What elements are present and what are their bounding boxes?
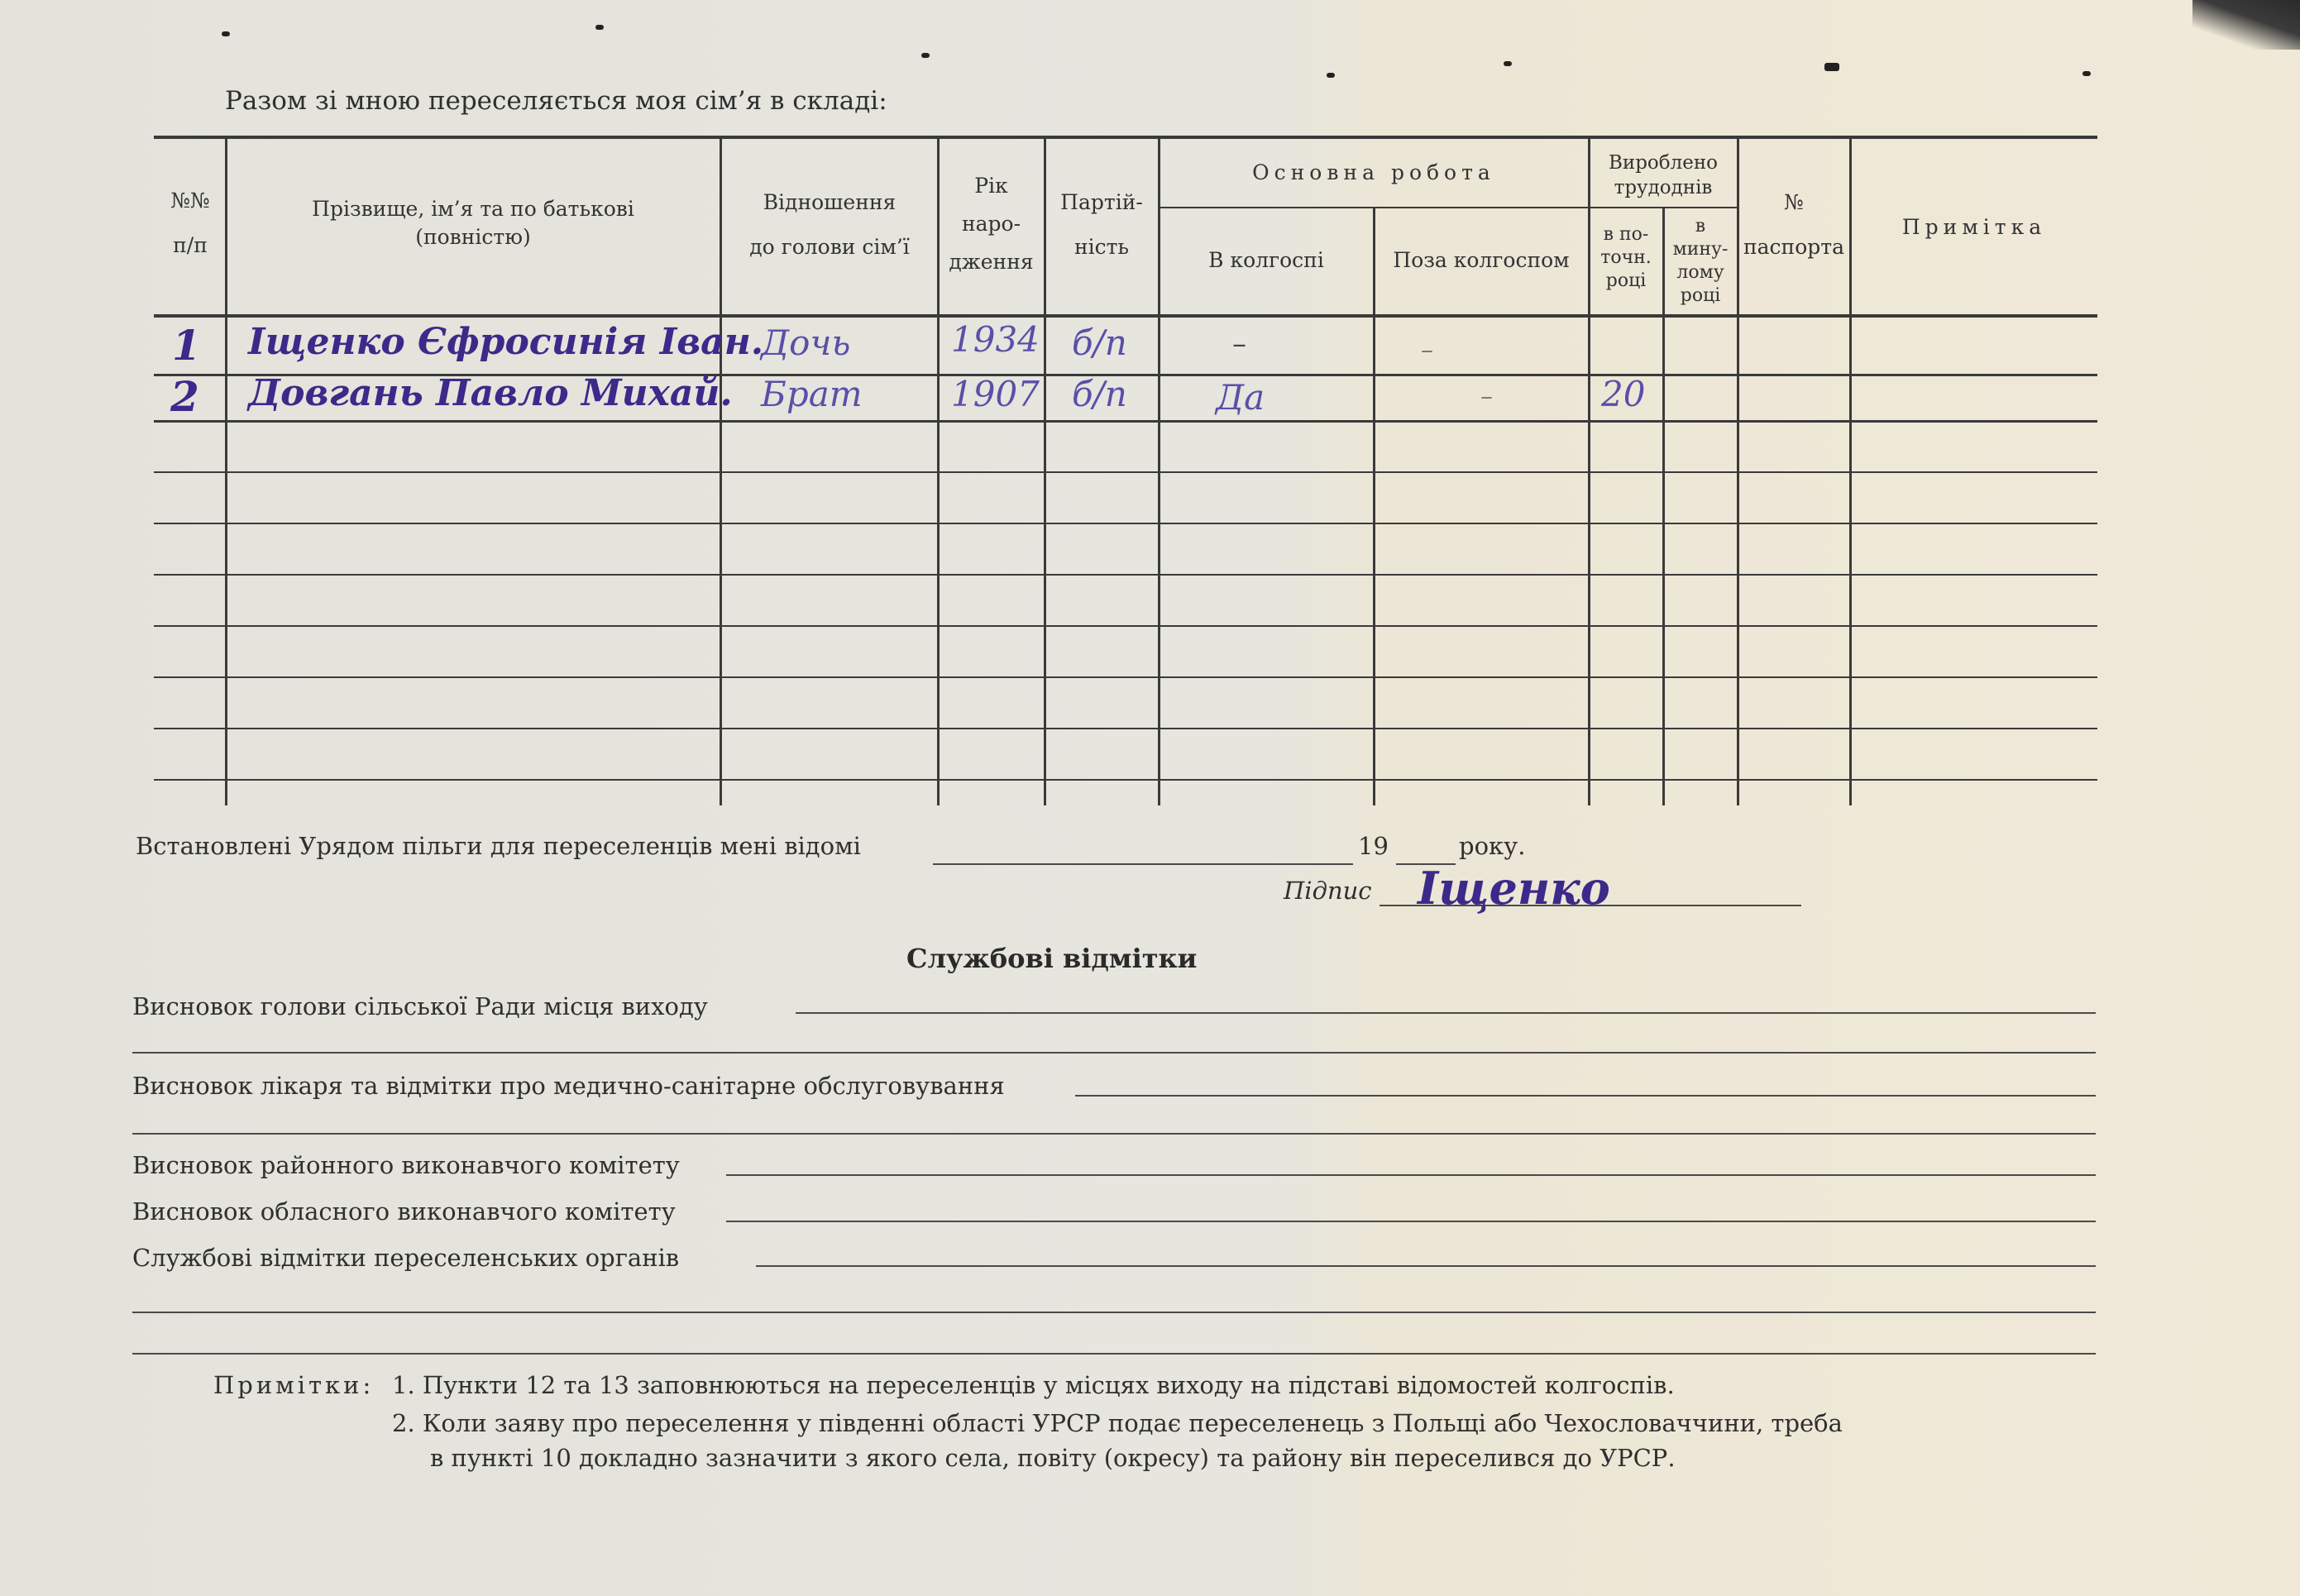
header-outside-kolhosp: Поза колгоспом [1393,248,1570,272]
row2-year: 1907 [951,374,1040,414]
header-party: Партій- ність [1060,190,1143,259]
header-birth-year: Рік наро- дження [949,174,1034,274]
benefits-text: Встановлені Урядом пільги для переселенців мені відомі [136,832,861,860]
header-current-year: в по- точн. році [1600,224,1652,291]
service-title: Службові відмітки [906,943,1198,974]
row2-party: б/п [1072,374,1127,414]
benefits-year-suffix: року. [1459,832,1526,860]
row1-in-kolhosp: – [1232,327,1246,361]
punch-mark [222,31,230,36]
note-item-3: в пункті 10 докладно зазначити з якого села, повіту (окресу) та району він переселився до УРСР. [430,1444,1676,1472]
service-field-district-committee: Висновок районного виконавчого комітету [132,1151,680,1179]
row1-relation: Дочь [761,323,851,363]
row1-year: 1934 [951,319,1040,360]
row2-number: 2 [170,372,199,421]
row2-current-workdays: 20 [1601,374,1646,414]
benefits-year-prefix: 19 [1358,832,1389,860]
punch-mark [1824,63,1839,71]
header-last-year: в мину- лому році [1672,216,1729,306]
note-item-2: 2. Коли заяву про переселення у південні області УРСР подає переселенець з Польщі або Чехословаччини, треба [392,1409,1843,1437]
header-main-work: Основна робота [1252,160,1495,184]
service-field-resettlement-bodies: Службові відмітки переселенських органів [132,1244,680,1272]
notes-label: Примітки: [213,1371,375,1399]
header-passport: № паспорта [1743,190,1845,259]
signature-label: Підпис [1284,877,1372,905]
header-name: Прізвище, ім’я та по батькові (повністю) [312,197,634,249]
row1-name: Іщенко Єфросинія Іван. [248,321,764,363]
row2-in-kolhosp: Да [1216,377,1265,418]
intro-text: Разом зі мною переселяється моя сім’я в складі: [225,86,887,116]
header-number: №№ п/п [170,189,210,257]
punch-mark [2082,71,2091,76]
punch-mark [1327,73,1335,78]
service-field-village-council: Висновок голови сільської Ради місця виходу [132,992,708,1020]
row2-name: Довгань Павло Михай. [248,372,733,414]
header-in-kolhosp: В колгоспі [1208,248,1324,272]
row1-number: 1 [172,321,201,370]
row1-party: б/п [1072,323,1127,363]
header-relation: Відношення до голови сім’ї [749,190,910,259]
service-field-doctor: Висновок лікаря та відмітки про медично-санітарне обслуговування [132,1072,1005,1100]
row1-outside: – [1421,336,1433,365]
binder-clip-shadow [2192,0,2300,50]
punch-mark [595,25,604,30]
signature: Іщенко [1418,862,1610,915]
punch-mark [921,53,930,58]
service-field-regional-committee: Висновок обласного виконавчого комітету [132,1197,676,1226]
note-item-1: 1. Пункти 12 та 13 заповнюються на переселенців у місцях виходу на підставі відомостей колгоспів. [392,1371,1675,1399]
row2-relation: Брат [761,374,863,414]
header-workdays: Вироблено трудоднів [1608,152,1719,198]
header-note: Примітка [1901,215,2047,239]
row2-outside: – [1480,382,1493,411]
punch-mark [1504,61,1512,66]
